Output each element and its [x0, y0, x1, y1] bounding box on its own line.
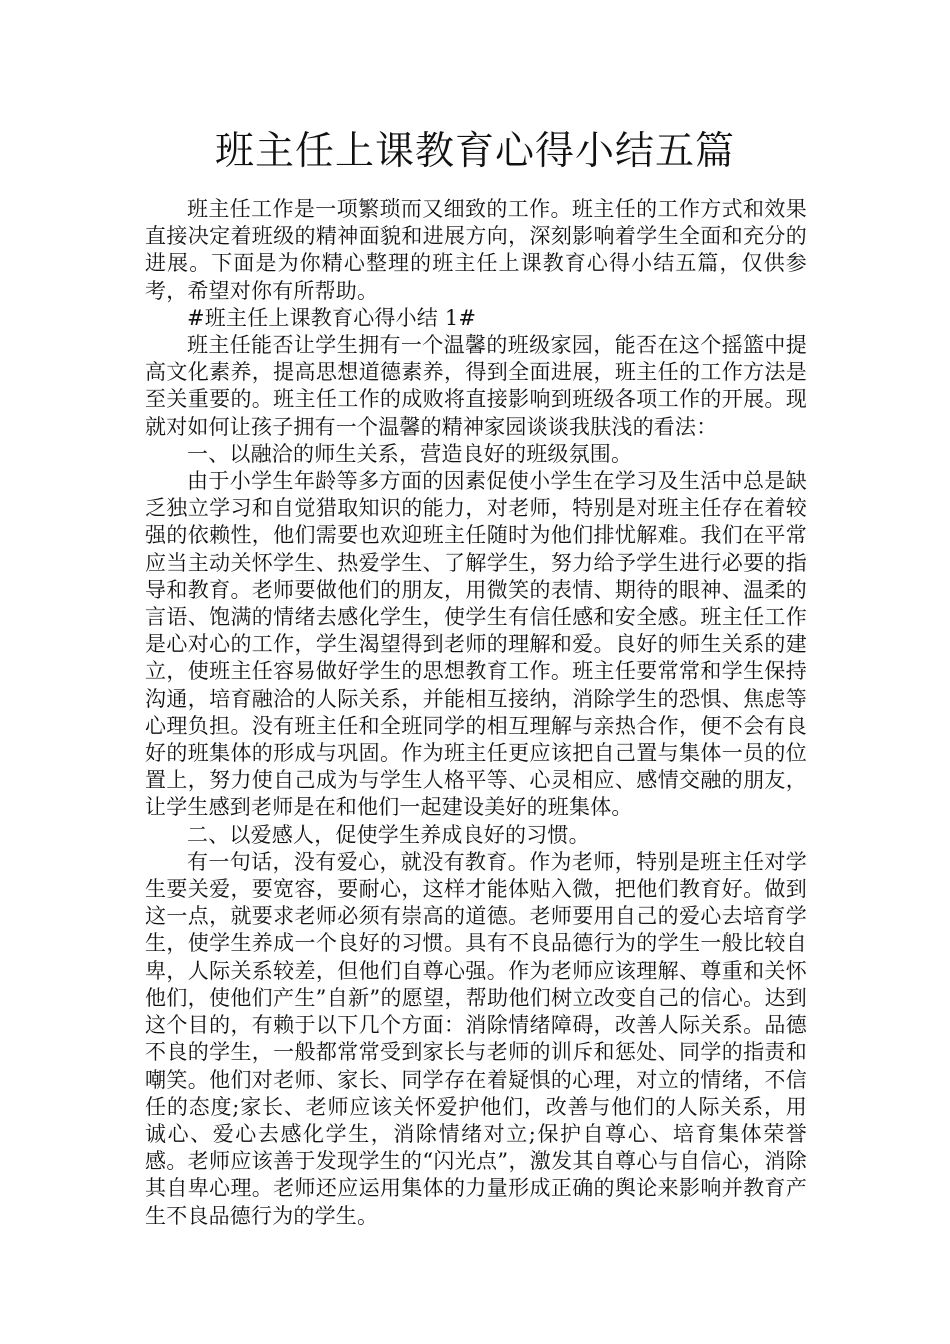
section-heading-1: #班主任上课教育心得小结 1# [187, 305, 477, 330]
body-paragraph: 由于小学生年龄等多方面的因素促使小学生在学习及生活中总是缺乏独立学习和自觉猎取知识的能力，对老师，特别是对班主任存在着较强的依赖性，他们需要也欢迎班主任随时为他们排忧解难。我们在平常应当主动关怀学生、热爱学生、了解学生，努力给予学生进行必要的指导和教育。老师要做他们的朋友，用微笑的表情、期待的眼神、温柔的言语、饱满的情绪去感化学生，使学生有信任感和安全感。班主任工作是心对心的工作，学生渴望得到老师的理解和爱。良好的师生关系的建立，使班主任容易做好学生的思想教育工作。班主任要常常和学生保持沟通，培育融洽的人际关系，并能相互接纳，消除学生的恐惧、焦虑等心理负担。没有班主任和全班同学的相互理解与亲热合作，便不会有良好的班集体的形成与巩固。作为班主任更应该把自己置与集体一员的位置上，努力使自己成为与学生人格平等、心灵相应、感情交融的朋友，让学生感到老师是在和他们一起建设美好的班集体。 [145, 469, 807, 820]
subheading-1: 一、以融洽的师生关系，营造良好的班级氛围。 [187, 441, 633, 466]
document-title: 班主任上课教育心得小结五篇 [214, 129, 735, 174]
intro-paragraph: 班主任工作是一项繁琐而又细致的工作。班主任的工作方式和效果直接决定着班级的精神面貌和进展方向，深刻影响着学生全面和充分的进展。下面是为你精心整理的班主任上课教育心得小结五篇，仅供参考，希望对你有所帮助。 [145, 197, 807, 303]
document-body [145, 196, 807, 1230]
subheading-2: 二、以爱感人，促使学生养成良好的习惯。 [187, 822, 590, 847]
body-paragraph: 有一句话，没有爱心，就没有教育。作为老师，特别是班主任对学生要关爱，要宽容，要耐心，这样才能体贴入微，把他们教育好。做到这一点，就要求老师必须有崇高的道德。老师要用自己的爱心去培育学生，使学生养成一个良好的习惯。具有不良品德行为的学生一般比较自卑，人际关系较差，但他们自尊心强。作为老师应该理解、尊重和关怀他们，使他们产生”自新”的愿望，帮助他们树立改变自己的信心。达到这个目的，有赖于以下几个方面：消除情绪障碍，改善人际关系。品德不良的学生，一般都常常受到家长与老师的训斥和惩处、同学的指责和嘲笑。他们对老师、家长、同学存在着疑惧的心理，对立的情绪，不信任的态度;家长、老师应该关怀爱护他们，改善与他们的人际关系，用诚心、爱心去感化学生，消除情绪对立;保护自尊心、培育集体荣誉感。老师应该善于发现学生的“闪光点”，激发其自尊心与自信心，消除其自卑心理。老师还应运用集体的力量形成正确的舆论来影响并教育产生不良品德行为的学生。 [145, 849, 807, 1228]
body-paragraph: 班主任能否让学生拥有一个温馨的班级家园，能否在这个摇篮中提高文化素养，提高思想道德素养，得到全面进展，班主任的工作方法是至关重要的。班主任工作的成败将直接影响到班级各项工作的开展。现就对如何让孩子拥有一个温馨的精神家园谈谈我肤浅的看法： [145, 333, 807, 439]
